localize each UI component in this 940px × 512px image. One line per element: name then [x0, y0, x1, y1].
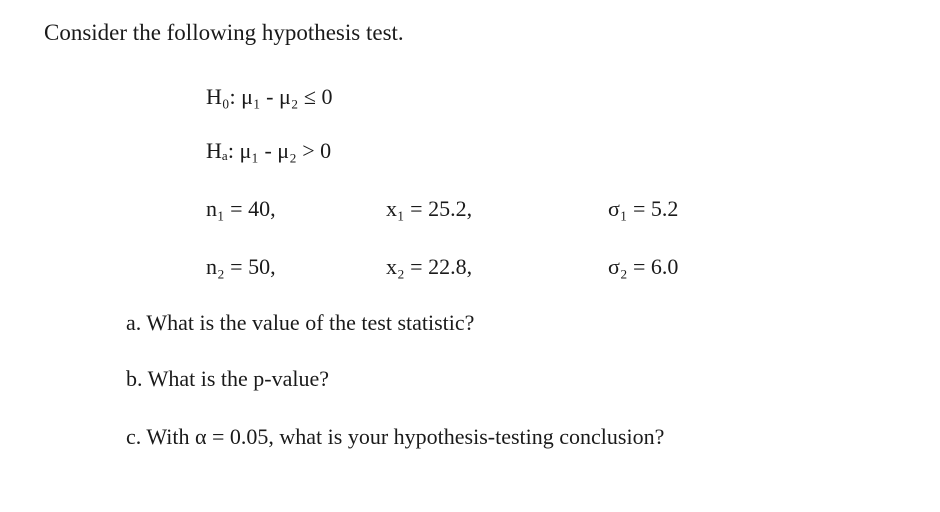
question-b: b. What is the p-value?: [126, 366, 330, 391]
null-hypothesis: H₀: μ₁ - μ₂ ≤ 0: [206, 84, 333, 109]
alternative-hypothesis: Hₐ: μ₁ - μ₂ > 0: [206, 138, 332, 163]
problem-intro: Consider the following hypothesis test.: [44, 20, 404, 45]
question-c: c. With α = 0.05, what is your hypothesis-testing conclusion?: [126, 424, 665, 449]
sample-mean-1: x₁ = 25.2,: [386, 196, 473, 221]
population-sd-2: σ₂ = 6.0: [608, 254, 679, 279]
question-a: a. What is the value of the test statistic?: [126, 310, 475, 335]
population-sd-1: σ₁ = 5.2: [608, 196, 679, 221]
sample-mean-2: x₂ = 22.8,: [386, 254, 473, 279]
sample-size-1: n₁ = 40,: [206, 196, 276, 221]
sample-size-2: n₂ = 50,: [206, 254, 276, 279]
